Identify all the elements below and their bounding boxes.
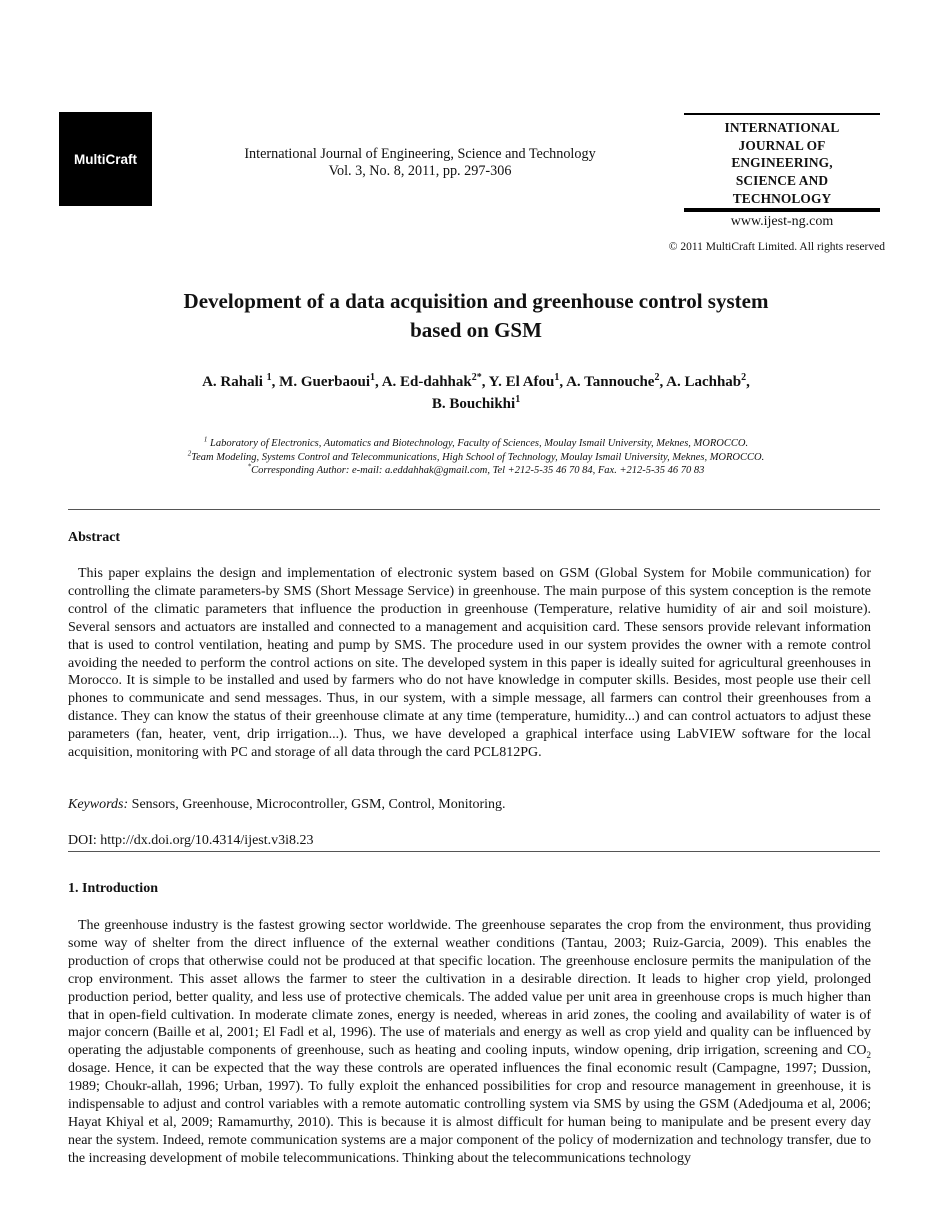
journal-citation [200, 146, 640, 180]
paper-title-line: based on GSM [410, 318, 542, 342]
affiliation-2: $^2$Team Modeling, Systems Control and Telecommunications, High School of Technology, Moulay Ismail University, Meknes, MOROCCO. [187, 449, 765, 463]
doi-link[interactable]: DOI: http://dx.doi.org/10.4314/ijest.v3i8.23 [68, 833, 314, 848]
paper-title [68, 287, 884, 345]
divider [68, 509, 880, 510]
keywords [68, 797, 506, 813]
affiliations [68, 437, 884, 478]
journal-box-line: JOURNAL OF [738, 137, 826, 153]
author-line-1: A. Rahali $^1$, M. Guerbaoui$^1$, A. Ed-dahhak$^{2*}$, Y. El Afou$^1$, A. Tannouche$^2$, A. Lachhab$^2$, [202, 372, 750, 390]
journal-name: International Journal of Engineering, Science and Technology [244, 146, 596, 162]
copyright-notice: © 2011 MultiCraft Limited. All rights reserved [668, 241, 885, 253]
publisher-logo-text: MultiCraft [74, 151, 137, 167]
introduction-text: The greenhouse industry is the fastest growing sector worldwide. The greenhouse separates the crop from the environment, thus providing some way of shelter from the direct influence of the external weather conditions (Tantau, 2003; Ruiz-Garcia, 2009). This enables the production of crops that otherwise could not be produced at that specific location. The greenhouse enclosure permits the manipulation of the crop environment. This asset allows the farmer to steer the cultivation in a desirable direction. It leads to higher crop yield, prolonged production period, better quality, and less use of protective chemicals. The added value per unit area in greenhouse crops is much higher than that in open-field cultivation. In moderate climate zones, energy is needed, whereas in arid zones, the cooling and availability of water is of major concern (Baille et al, 2001; El Fadl et al, 1996). The use of materials and energy as well as crop yield and quality can be influenced by operating the adjustable components of greenhouse, such as heating and cooling inputs, window opening, drip irrigation, screening and $CO_2$ dosage. Hence, it can be expected that the way these controls are operated influences the final economic result (Campagne, 1997; Dussion, 1989; Choukr-allah, 1996; Urban, 1997). To fully exploit the enhanced possibilities for crop and resource management in greenhouse, it is indispensable to adjust and control variables with a remote automatic controlling system via SMS by using the GSM (Adedjouma et al, 2006; Hayat Khiyal et al, 2009; Ramamurthy, 2010). This is because it is almost difficult for human being to manipulate and be present every day near the system. Indeed, remote communication systems are a major component of the policy of modernization and technology transfer, due to the increasing development of mobile telecommunications. Thinking about the telecommunications technology [68, 918, 871, 1166]
keywords-text: Sensors, Greenhouse, Microcontroller, GSM, Control, Monitoring. [128, 797, 506, 812]
author-line-2: B. Bouchikhi$^1$ [431, 394, 521, 412]
affiliation-1: $^1$ Laboratory of Electronics, Automatics and Biotechnology, Faculty of Sciences, Moulay Ismail University, Meknes, MOROCCO. [203, 435, 749, 449]
publisher-logo [59, 112, 152, 206]
keywords-label: Keywords: [68, 797, 129, 812]
journal-url[interactable]: www.ijest-ng.com [730, 213, 834, 229]
journal-volume: Vol. 3, No. 8, 2011, pp. 297-306 [328, 163, 512, 179]
abstract-text: This paper explains the design and implementation of electronic system based on GSM (Global System for Mobile communication) for controlling the climate parameters-by SMS (Short Message Service) in greenhouse. The main purpose of this system conception is the remote control of the climatic parameters that influence the production in greenhouse (Temperature, relative humidity of air and soil moisture). Several sensors and actuators are installed and connected to a management and acquisition card. These sensors provide relevant information that is used to control ventilation, heating and pump by SMS. The procedure used in our system provides the owner with a remote control avoiding the needed to perform the control actions on site. The developed system in this paper is ideally suited for agricultural greenhouses in Morocco. It is simple to be installed and used by farmers who do not have knowledge in computer skills. Besides, most people use their cell phones to communicate and send messages. Thus, in our system, with a simple message, all farmers can control their greenhouses from a distance. They can know the status of their greenhouse climate at any time (temperature, humidity...) and can control actuators to adjust these parameters (fan, heater, vent, drip irrigation...). Thus, we have developed a graphical interface using LabVIEW software for the local acquisition, monitoring with PC and storage of all data through the card PCL812PG. [68, 566, 871, 761]
author-list [68, 371, 884, 415]
paper-title-line: Development of a data acquisition and greenhouse control system [183, 289, 769, 313]
journal-box-line: SCIENCE AND [735, 173, 829, 189]
abstract-heading: Abstract [68, 530, 121, 545]
corresponding-author: *Corresponding Author: e-mail: a.eddahhak@gmail.com, Tel +212-5-35 46 70 84, Fax. +212-5-35 46 70 83 [247, 462, 705, 476]
journal-box-line: TECHNOLOGY [732, 190, 832, 206]
divider [68, 851, 880, 852]
journal-box-bottom-rule [684, 208, 880, 212]
journal-box-line: ENGINEERING, [731, 155, 833, 171]
introduction-heading: 1. Introduction [68, 881, 158, 896]
journal-title-box [684, 113, 880, 230]
journal-box-name [684, 115, 880, 208]
journal-box-line: INTERNATIONAL [724, 120, 840, 135]
